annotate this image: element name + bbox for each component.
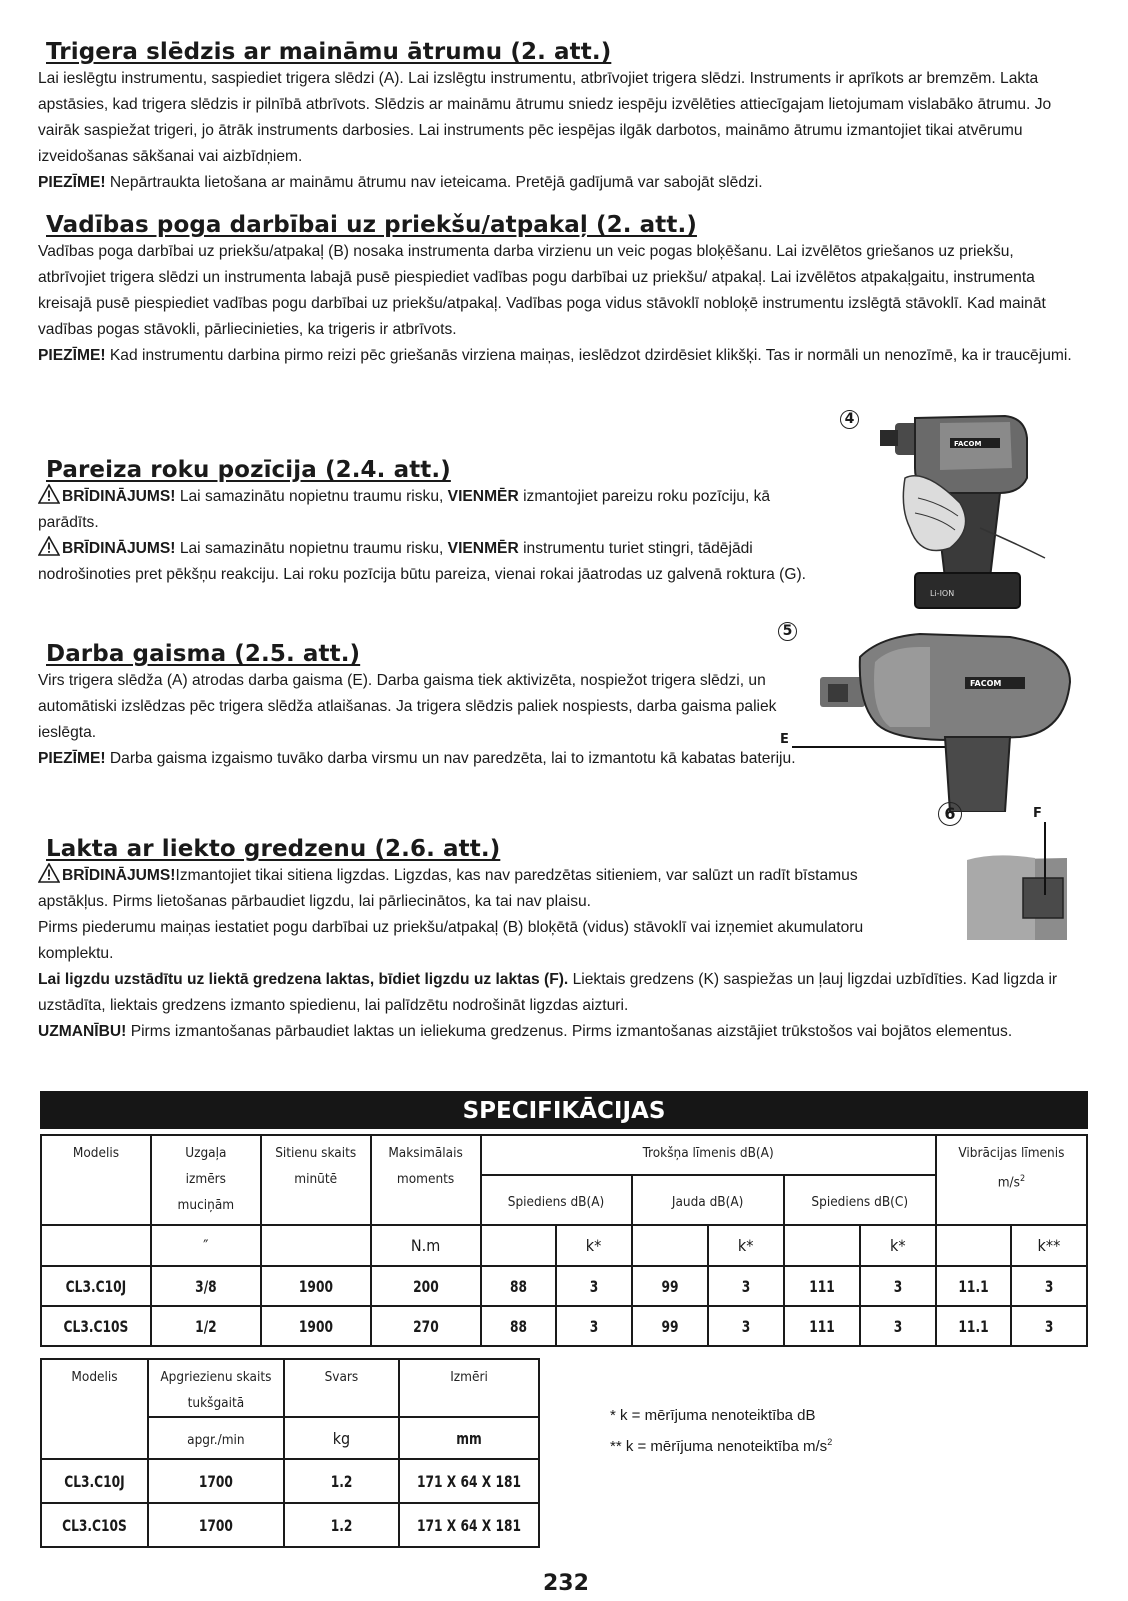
anvil-image — [935, 800, 1085, 945]
unit-size: ″ — [151, 1225, 261, 1266]
header-no-load-speed: Apgriezienu skaits tukšgaitā — [148, 1359, 284, 1417]
page-number: 232 — [543, 1571, 589, 1596]
unit-kk: k** — [1011, 1225, 1087, 1266]
section-trigger-switch — [38, 38, 1078, 196]
figure-work-light — [780, 622, 1080, 812]
section-body: Lai ieslēgtu instrumentu, saspiediet trigera slēdzi (A). Lai izslēgtu instrumentu, atbrīvojiet trigera slēdzi. Instruments ir aprīkots ar bremzēm. Lakta apstāsies, kad trigera slēdzis ir pilnībā atbrīvots. Slēdzis ar maināmu ātrumu sniedz iespēju izvēlēties attiecīgajam lietojumam vislabāko ātrumu. Jo vairāk saspiežat trigeri, jo ātrāk instruments darbosies. Lai instruments pēc iespējas ilgāk darbotos, maināmo ātrumu izmantojiet tikai atvērumu izveidošanas sākšanai vai aizbīdņiem. PIEZĪME! Nepārtraukta lietošana ar maināmu ātrumu nav ieteicama. Pretējā gadījumā var sabojāt slēdzi. — [38, 70, 1052, 191]
header-model: Modelis — [41, 1359, 148, 1459]
table-row: CL3.C10J 3/8 1900 200 88 3 99 3 111 3 11.1 3 — [41, 1266, 1087, 1306]
unit-weight: kg — [284, 1417, 399, 1459]
label-e: E — [780, 732, 789, 747]
header-torque: Maksimālais moments — [371, 1135, 481, 1225]
header-pressure-a: Spiediens dB(A) — [481, 1175, 632, 1225]
section-title: Pareiza roku pozīcija (2.4. att.) — [46, 457, 451, 483]
svg-text:FACOM: FACOM — [954, 440, 982, 448]
unit-cell — [41, 1225, 151, 1266]
table-row: CL3.C10S 1/2 1900 270 88 3 99 3 111 3 11.1 3 — [41, 1306, 1087, 1346]
impact-wrench-hand-image — [840, 408, 1090, 618]
section-body: Virs trigera slēdža (A) atrodas darba gaisma (E). Darba gaisma tiek aktivizēta, nospiežot trigera slēdzi, un automātiski izslēdzas pēc trigera slēdža atlaišanas. Ja trigera slēdzis paliek nospiests, darba gaisma paliek ieslēgta. PIEZĪME! Darba gaisma izgaismo tuvāko darba virsmu un nav paredzēta, lai to izmantotu kā kabatas bateriju. — [38, 672, 796, 767]
header-weight: Svars — [284, 1359, 399, 1417]
unit-torque: N.m — [371, 1225, 481, 1266]
warning: BRĪDINĀJUMS!Izmantojiet tikai sitiena ligzdas. Ligzdas, kas nav paredzētas sitieniem, var salūzt un radīt bīstamus apstākļus. Pirms lietošanas pārbaudiet ligzdu, lai pārliecinātos, ka tai nav plaisu. — [38, 863, 918, 915]
figure-number: 4 — [840, 410, 859, 429]
unit-cell — [481, 1225, 556, 1266]
footnote-2: ** k = mērījuma nenoteiktība $m/s^2$ — [610, 1437, 833, 1455]
specifications-table-2 — [40, 1358, 540, 1548]
paragraph: Pirms piederumu maiņas iestatiet pogu darbībai uz priekšu/atpakaļ (B) bloķētā (vidus) stāvoklī vai izņemiet akumulatoru komplektu. — [38, 919, 864, 962]
figure-anvil — [935, 800, 1085, 945]
unit-k: k* — [556, 1225, 632, 1266]
section-title: Lakta ar liekto gredzenu (2.6. att.) — [46, 836, 501, 862]
warning-2: BRĪDINĀJUMS! Lai samazinātu nopietnu traumu risku, VIENMĒR instrumentu turiet stingri, tādējādi nodrošinoties pret pēkšņu reakciju. Lai roku pozīcija būtu pareiza, vienai rokai jāatrodas uz galvenā roktura (G). — [38, 536, 818, 588]
figure-hand-position — [840, 408, 1090, 618]
footnote-1: * k = mērījuma nenoteiktība dB — [610, 1407, 816, 1424]
unit-cell — [261, 1225, 371, 1266]
unit-speed: apgr./min — [148, 1417, 284, 1459]
section-title: Vadības poga darbībai uz priekšu/atpakaļ (2. att.) — [46, 212, 697, 238]
unit-cell — [632, 1225, 708, 1266]
header-model: Modelis — [41, 1135, 151, 1225]
warning-1: BRĪDINĀJUMS! Lai samazinātu nopietnu traumu risku, VIENMĒR izmantojiet pareizu roku pozīciju, kā parādīts. — [38, 484, 818, 536]
unit-k: k* — [708, 1225, 784, 1266]
note-label: PIEZĪME! — [38, 174, 106, 191]
section-title: Darba gaisma (2.5. att.) — [46, 641, 361, 667]
figure-number: 5 — [778, 622, 797, 641]
warning-icon — [38, 536, 60, 556]
section-hand-position — [38, 456, 818, 588]
impact-wrench-light-image — [780, 622, 1080, 812]
header-noise: Trokšņa līmenis dB(A) — [481, 1135, 936, 1175]
header-dimensions: Izmēri — [399, 1359, 539, 1417]
section-title: Trigera slēdzis ar maināmu ātrumu (2. att.) — [46, 39, 612, 65]
header-impacts: Sitienu skaits minūtē — [261, 1135, 371, 1225]
table-row: CL3.C10S 1700 1.2 171 X 64 X 181 — [41, 1503, 539, 1547]
unit-k: k* — [860, 1225, 936, 1266]
unit-dims: mm — [410, 1417, 529, 1459]
header-power: Jauda dB(A) — [632, 1175, 784, 1225]
paragraph: Lai ligzdu uzstādītu uz liektā gredzena laktas, bīdiet ligzdu uz laktas (F). Liektais gredzens (K) saspiežas un ļauj ligzdai uzbīdīties. Kad ligzda ir uzstādīta, liektais gredzens izmanto spiedienu, lai palīdzētu nodrošināt ligzdas aizturi. UZMANĪBU! Pirms izmantošanas pārbaudiet laktas un ieliekuma gredzenus. Pirms izmantošanas aizstājiet trūkstošos vai bojātos elementus. — [38, 971, 1058, 1040]
unit-cell — [936, 1225, 1011, 1266]
label-f: F — [1033, 806, 1042, 821]
section-work-light — [38, 640, 798, 772]
table-row: CL3.C10J 1700 1.2 171 X 64 X 181 — [41, 1459, 539, 1503]
warning-icon — [38, 863, 60, 883]
specifications-table-1 — [40, 1134, 1088, 1347]
header-vibration: Vibrācijas līmenis $m/s^2$ — [936, 1135, 1087, 1225]
header-pressure-c: Spiediens dB(C) — [784, 1175, 936, 1225]
unit-cell — [784, 1225, 860, 1266]
note-label: PIEZĪME! — [38, 347, 106, 364]
section-hog-ring-anvil — [38, 835, 1078, 1045]
note-label: PIEZĪME! — [38, 750, 106, 767]
figure-number: 6 — [938, 802, 962, 826]
section-direction-button — [38, 211, 1078, 369]
footnotes — [610, 1403, 832, 1460]
header-socket-size: Uzgaļa izmērs muciņām — [151, 1135, 261, 1225]
svg-text:FACOM: FACOM — [970, 679, 1002, 688]
warning-icon — [38, 484, 60, 504]
specifications-header: SPECIFIKĀCIJAS — [40, 1091, 1088, 1129]
svg-text:Li-ION: Li-ION — [930, 589, 955, 598]
section-body: Vadības poga darbībai uz priekšu/atpakaļ (B) nosaka instrumenta darba virzienu un veic pogas bloķēšanu. Lai izvēlētos griešanos uz priekšu, atbrīvojiet trigera slēdzi un instrumenta labajā pusē piespiediet vadības pogu darbībai uz priekšu/ atpakaļ. Lai izvēlētos atpakaļgaitu, instrumenta kreisajā pusē piespiediet vadības pogu darbībai uz priekšu/atpakaļ. Vadības poga vidus stāvoklī nobloķē instrumentu izslēgtā stāvoklī. Kad maināt vadības pogas stāvokli, pārliecinieties, ka trigeris ir atbrīvots. PIEZĪME! Kad instrumentu darbina pirmo reizi pēc griešanās virziena maiņas, ieslēdzot dzirdēsiet klikšķi. Tas ir normāli un nenozīmē, ka ir traucējumi. — [38, 243, 1072, 364]
